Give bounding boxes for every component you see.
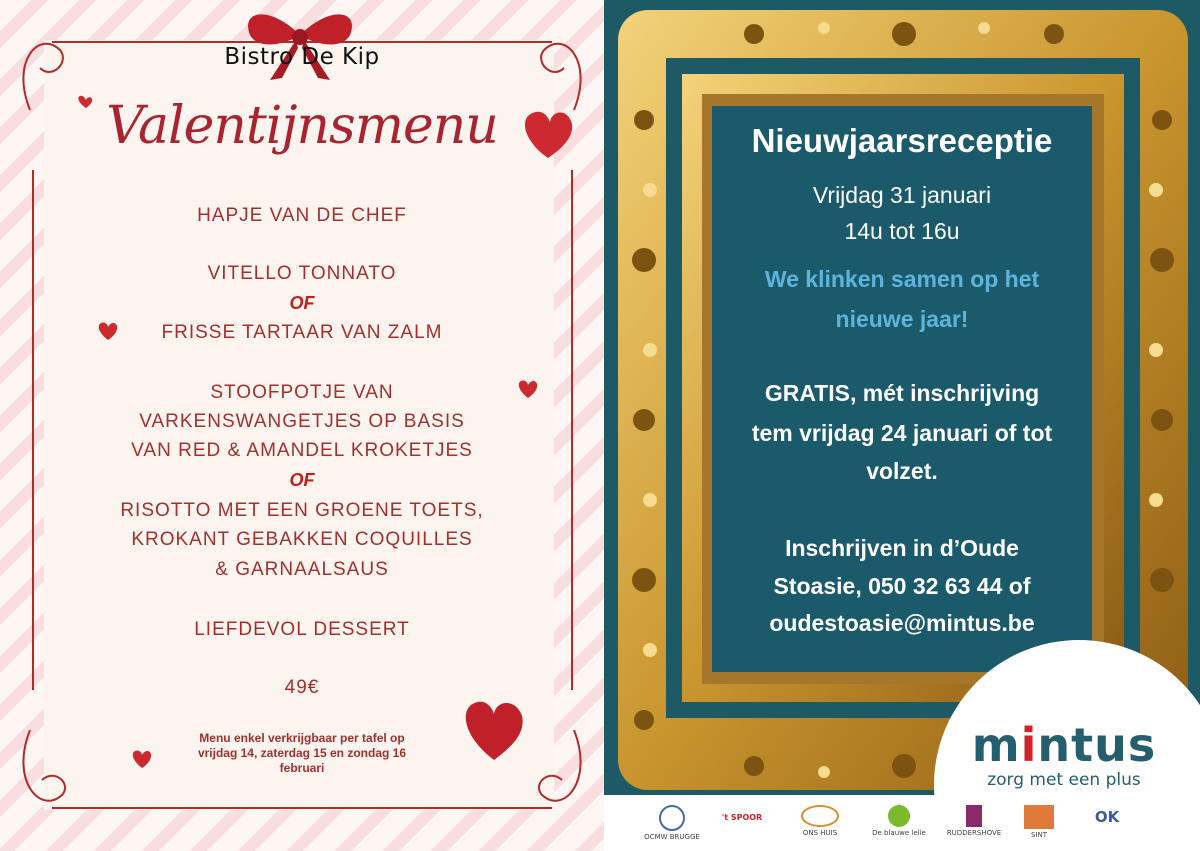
menu-item: LIEFDEVOL DESSERT	[194, 619, 410, 640]
tagline-line: nieuwe jaar!	[835, 306, 969, 332]
menu-item: VARKENSWANGETJES OP BASIS	[139, 411, 465, 432]
swirl-bottom-right	[539, 730, 581, 801]
contact-line: Stoasie, 050 32 63 44 of	[773, 573, 1031, 599]
registration-line: tem vrijdag 24 januari of tot	[751, 420, 1053, 446]
partner-logo: RUDDERSHOVE	[944, 805, 1004, 837]
menu-title: Valentijnsmenu	[106, 96, 498, 156]
partner-logo: 't SPOOR	[721, 813, 763, 822]
brand-tagline: zorg met een plus	[987, 770, 1141, 790]
tagline-line: We klinken samen op het	[764, 266, 1040, 292]
menu-note-line: februari	[279, 761, 325, 775]
menu-or: OF	[289, 293, 315, 313]
partner-logo: De blauwe lelie	[868, 805, 930, 837]
restaurant-name: Bistro De Kip	[224, 44, 380, 70]
menu-item: VAN RED & AMANDEL KROKETJES	[131, 440, 473, 461]
menu-price: 49€	[284, 677, 320, 698]
menu-note-line: Menu enkel verkrijgbaar per tafel op	[199, 731, 405, 745]
menu-note-line: vrijdag 14, zaterdag 15 en zondag 16	[197, 746, 407, 760]
newyear-poster	[604, 0, 1200, 851]
brand-logo: mintus	[971, 718, 1157, 772]
heart-icon	[466, 702, 523, 760]
partner-logo: ONS HUIS	[790, 805, 850, 837]
menu-or: OF	[289, 470, 315, 490]
partner-logo: OCMW BRUGGE	[642, 805, 702, 841]
partner-logo: SINT	[1014, 805, 1064, 839]
event-time: 14u tot 16u	[844, 218, 960, 244]
menu-item: HAPJE VAN DE CHEF	[197, 205, 407, 226]
contact-line: Inschrijven in d’Oude	[785, 535, 1019, 561]
menu-item: & GARNAALSAUS	[215, 559, 389, 580]
menu-note	[150, 731, 454, 776]
registration-line: GRATIS, mét inschrijving	[764, 380, 1040, 406]
menu-item: KROKANT GEBAKKEN COQUILLES	[131, 529, 473, 550]
registration-line: volzet.	[866, 458, 938, 484]
menu-item: RISOTTO MET EEN GROENE TOETS,	[120, 500, 484, 521]
contact-email: oudestoasie@mintus.be	[769, 610, 1035, 636]
heart-icon	[133, 750, 151, 768]
menu-item: STOOFPOTJE VAN	[210, 382, 394, 403]
partner-logo: OK	[1094, 808, 1120, 826]
menu-item: VITELLO TONNATO	[207, 263, 397, 284]
swirl-bottom-left	[23, 730, 65, 801]
event-date: Vrijdag 31 januari	[812, 182, 992, 208]
poster-title: Nieuwjaarsreceptie	[751, 122, 1053, 159]
menu-item: FRISSE TARTAAR VAN ZALM	[161, 322, 443, 343]
